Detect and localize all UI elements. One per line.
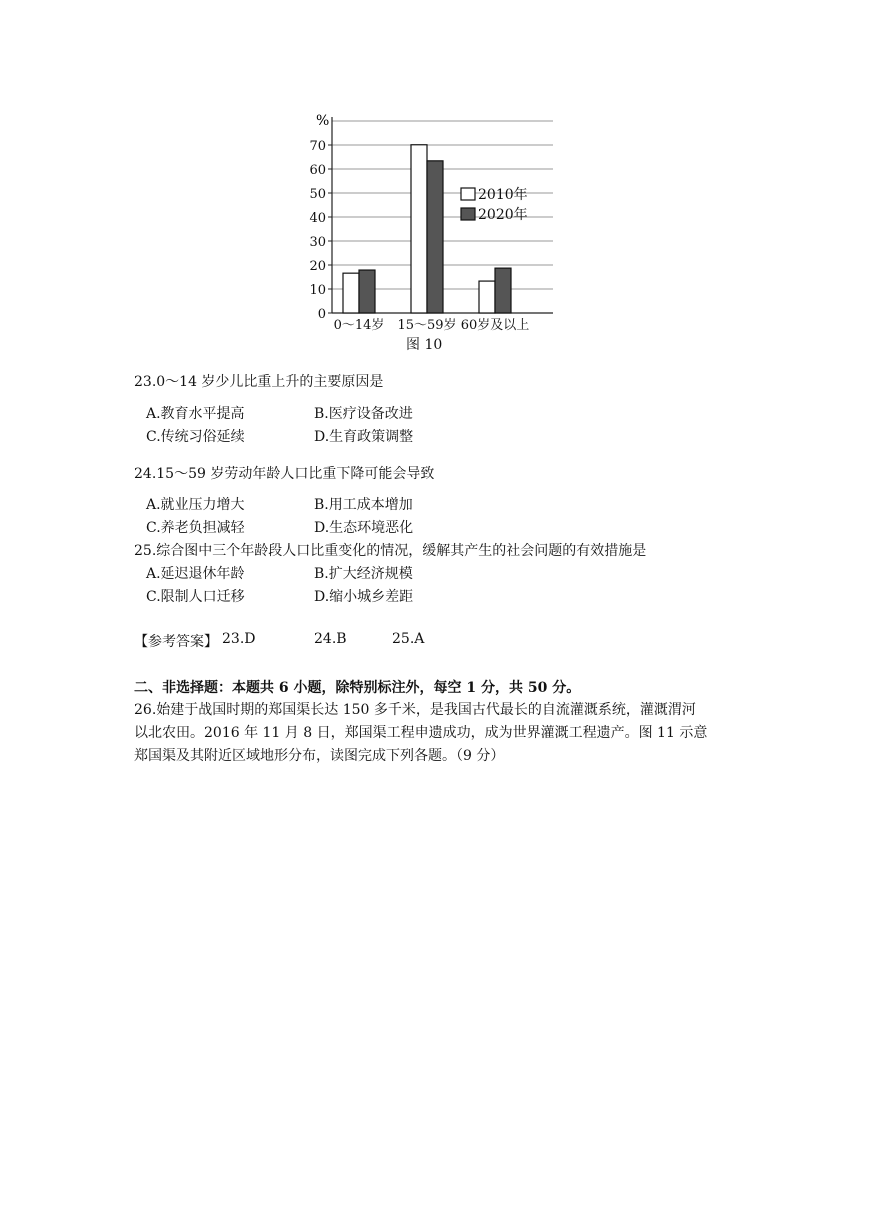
y-tick-labels <box>309 139 326 322</box>
question-24-stem: 24.15～59 岁劳动年龄人口比重下降可能会导致 <box>134 466 435 482</box>
bar-1-0 <box>411 145 427 313</box>
y-tick-label: 50 <box>309 187 326 202</box>
answer-25: 25.A <box>392 631 425 647</box>
question-25-option-a[interactable]: A.延迟退休年龄 <box>146 566 245 582</box>
y-tick-label: 60 <box>309 163 326 178</box>
question-26-line-2: 以北农田。2016 年 11 月 8 日，郑国渠工程申遗成功，成为世界灌溉工程遗产。图 11 示意 <box>134 725 708 741</box>
section-heading: 二、非选择题：本题共 6 小题，除特别标注外，每空 1 分，共 50 分。 <box>134 680 581 696</box>
question-23-option-a[interactable]: A.教育水平提高 <box>146 406 245 422</box>
y-tick-label: 70 <box>309 139 326 154</box>
y-tick-label: 30 <box>309 235 326 250</box>
legend-label-0: 2010年 <box>478 187 528 203</box>
bar-2-0 <box>479 281 495 313</box>
y-tick-label: 0 <box>317 307 326 322</box>
bar-1-1 <box>427 161 443 313</box>
legend-label-1: 2020年 <box>478 207 528 223</box>
question-25-option-d[interactable]: D.缩小城乡差距 <box>314 589 414 605</box>
bar-2-1 <box>495 268 511 313</box>
question-25-option-b[interactable]: B.扩大经济规模 <box>314 566 413 582</box>
bar-0-1 <box>359 270 375 313</box>
question-24-option-d[interactable]: D.生态环境恶化 <box>314 520 414 536</box>
answer-label: 【参考答案】 <box>134 634 218 650</box>
question-23-option-d[interactable]: D.生育政策调整 <box>314 429 414 445</box>
figure-caption: 图 10 <box>406 337 443 353</box>
question-26-line-3: 郑国渠及其附近区域地形分布，读图完成下列各题。（9 分） <box>134 748 505 764</box>
bar-0-0 <box>343 273 359 313</box>
question-25-stem: 25.综合图中三个年龄段人口比重变化的情况，缓解其产生的社会问题的有效措施是 <box>134 543 647 559</box>
question-24-option-a[interactable]: A.就业压力增大 <box>146 497 245 513</box>
question-23-stem: 23.0～14 岁少儿比重上升的主要原因是 <box>134 374 384 390</box>
x-category-label: 60岁及以上 <box>460 318 530 333</box>
y-tick-label: 10 <box>309 283 326 298</box>
question-24-option-b[interactable]: B.用工成本增加 <box>314 497 413 513</box>
x-category-label: 15～59岁 <box>397 318 457 333</box>
question-24-option-c[interactable]: C.养老负担减轻 <box>146 520 245 536</box>
legend-swatch-1 <box>461 208 475 220</box>
legend-swatch-0 <box>461 188 475 200</box>
question-26-line-1: 26.始建于战国时期的郑国渠长达 150 多千米，是我国古代最长的自流灌溉系统，灌溉渭河 <box>134 702 696 718</box>
question-23-option-c[interactable]: C.传统习俗延续 <box>146 429 245 445</box>
answer-24: 24.B <box>314 631 347 647</box>
age-structure-bar-chart <box>300 105 570 355</box>
x-category-labels <box>334 317 530 333</box>
chart-legend <box>461 186 528 223</box>
question-23-option-b[interactable]: B.医疗设备改进 <box>314 406 413 422</box>
y-unit-label: % <box>316 113 330 129</box>
y-tick-label: 40 <box>309 211 326 226</box>
x-category-label: 0～14岁 <box>333 318 385 333</box>
chart-bars <box>343 145 511 313</box>
y-tick-label: 20 <box>309 259 326 274</box>
question-25-option-c[interactable]: C.限制人口迁移 <box>146 589 245 605</box>
answer-23: 23.D <box>222 631 256 647</box>
